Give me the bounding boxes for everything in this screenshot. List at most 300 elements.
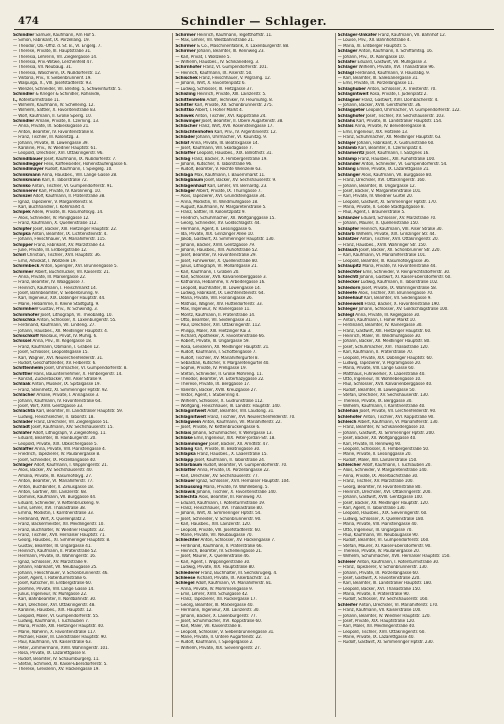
directory-entry: — Wolf, Kaufmann, II. Große Sperlg. 10. [13, 113, 92, 119]
directory-entry: — Emma, Modistin, I. Kärntnerstraße 33. [13, 511, 94, 517]
directory-entry: — Anna, Private, IX. Alserbachstraße 30. [337, 473, 419, 479]
directory-entry: — Leopold, Tischler, XVII. Ottakringerstr. 60. [337, 629, 426, 635]
directory-entry: Schlaf Anna, Private, III. Beatrixgasse 14. [175, 140, 259, 146]
directory-entry: Schirmer & Co., Maschinenfabrik, X. Laxenburgerstr. 88. [175, 43, 290, 49]
directory-entry: — Ludwig, Schlosser, X. Quellenstraße 180. [337, 516, 425, 522]
directory-entry: — Heinrich, Kaufmann, IX. Alserstr. 50. [175, 70, 253, 76]
directory-entry: Schirnhofer Josef, Lithograph, VI. Theobaldg. 10. [13, 312, 113, 318]
directory-entry: — Leopold, Gastwirt, XI. Simmeringer Hptstr. 170. [337, 199, 437, 205]
directory-entry: — Josef, Bäcker, V. Margaretenstraße 101. [337, 188, 422, 194]
directory-entry: — Johann, Fleischhauer, V. Schönbrunnerstr. 46. [13, 570, 109, 576]
directory-entry: — Marie, Näherin, X. Favoritenstraße 117. [13, 629, 97, 635]
directory-entry: Schleese Richard, Private, IX. Alserbachstr. 13. [175, 575, 271, 581]
page-header [18, 14, 490, 28]
directory-entry: Schlager-Unkafer Franz, Kaufmann, VII. Bahnhof 12. [337, 33, 446, 38]
directory-entry: — Johann, Hausbes., XIII. Auhofstraße 52. [175, 248, 259, 253]
directory-entry: — Rudolf, Beamter, IV. Schaumburgerg. 11. [13, 656, 100, 662]
directory-entry: Schlander Anton, Schneider, VI. Gumpendorferstr. 54. [337, 162, 448, 167]
directory-entry: — Johann, Bäcker, XVIII. Gersthoferstr. 36. [337, 102, 422, 108]
directory-entry: — Josef, Private, XIX. Hauptstraße 120. [337, 618, 416, 624]
directory-columns [13, 33, 497, 717]
directory-entry: — Julie, Private, III. Erdbergstraße 12. [13, 248, 88, 253]
directory-entry: — Rudolf, Beamter, VI. Gumpendorferstr. 160. [337, 538, 430, 544]
directory-entry: — Eduard, Beamter, III. Hainburgerstr. 20. [13, 436, 97, 442]
directory-entry: Schlarbaum Rudolf, Beamter, VI. Gumpendorferstr. 70. [175, 463, 288, 468]
directory-entry: — Eduard, Kaufmann, I. Rotenturmstraße 19. [175, 500, 266, 506]
directory-entry: — Heinrich, Kaufmann, I. Fleischmarkt 14. [13, 285, 97, 291]
directory-entry: — Josef, Schuhmacher, XVI. Thaliastraße 120. [337, 344, 429, 350]
page-number: 474 [18, 15, 39, 27]
directory-entry: — Johann, Maurer, X. Quellenstraße 150. [337, 221, 419, 227]
directory-entry: Schledorn Josef, Private, IX. Währingerstraße 58. [337, 285, 437, 291]
directory-entry: — Franz, Bäckermeister, XII. Meidlingerstr. 10. [13, 522, 105, 528]
directory-entry: Schissel Anna, Priv., III. Kegelgasse 18. [13, 339, 92, 345]
directory-entry: Schlagintweit Rosa, Private, I. Judenplatz 2. [337, 92, 428, 98]
directory-entry: Schlapka Franz, Hausbes., X. Laaerstraße 15. [175, 452, 268, 458]
directory-entry: Schlajer Johann, Fabrikant, X. Gudrunstraße 60. [337, 140, 435, 146]
directory-entry: — Josef, Schneider, IX. Porzellangasse 40. [13, 457, 97, 463]
directory-entry: Schlager Wilhelm, Private, XVI. Thaliastraße 96. [337, 65, 435, 71]
directory-entry: — Franz, Beamter, IV. Waaggasse 7. [13, 280, 85, 286]
directory-entry: — Therese, Private, IX. Berggasse 17. [175, 382, 251, 388]
directory-entry: — Wilhelm, Kaufmann, I. Kärntnerstraße 40. [337, 403, 426, 409]
directory-entry: — Leopold, Schlosser, V. Siebenbrunnengasse 31. [175, 629, 275, 635]
directory-entry: — Marie, Private, II. Untere Augartenstr. 22. [175, 635, 262, 640]
directory-entry: — Jakob, Gastwirt, XI. Simmeringer Hauptstr. 130. [175, 237, 275, 243]
directory-entry: Schlagbaum Josef, Bäcker, XV. Sechshauserstr. 9. [175, 178, 277, 184]
directory-entry: — Hermann, Private, IX. Währingerstr. 16. [13, 554, 97, 560]
directory-entry: — Matthäus, Fuhrwerker, X. Laaerstraße 40. [337, 371, 426, 377]
directory-entry: — Hermann, Ingenieur, XIII. Lainzerstr. 30. [175, 608, 260, 614]
directory-entry: — Franz, Tapezierer, XII. Ruckergasse 17. [175, 597, 257, 603]
directory-entry: Schlegel Adolf, Kaufmann, VI. Mariahilferstr. 81. [175, 581, 273, 587]
directory-entry: — Franz, Kaufmann, VII. Kaiserstraße 100. [337, 608, 422, 614]
directory-entry: — Ferdinand, Beamter, IV. Rainergasse 30. [337, 323, 423, 329]
directory-entry: — Maria, Private, VIII. Florianigasse 26. [175, 296, 253, 302]
directory-entry: Schlamp Franz, Hausbes., XIII. Auhofstraße 100. [337, 156, 436, 162]
directory-entry: Schischkoff Nikolaus, Privat, IV. Mühlg. 6. [13, 334, 98, 339]
directory-entry: — Rudolf, Schlosser, XV. Sechshauserstr. 160. [337, 597, 429, 603]
directory-entry: Schlahs Karl, Private, III. Landstraßer Hauptstr. 154. [337, 119, 443, 124]
directory-entry: — Rudolf, Geschäftsleiter, XV. Felberstr. 6. [13, 360, 97, 366]
directory-entry: Schiwek Anton, Tischler, XVI. Koppstraße 24. [175, 113, 267, 119]
directory-entry: — Johann, Gastwirt, XVIII. Gentzgasse 100. [337, 495, 424, 501]
directory-entry: — Hermann, Agent, II. Lessinggasse 6. [175, 226, 253, 232]
directory-entry: — Johann, Bäcker, XII. Meidlinger Hauptstr. 80. [337, 339, 431, 345]
directory-entry: — Josef, Wirt, XVIII. Gentzgasse 33. [13, 403, 84, 409]
directory-entry: Schlagenhauf Karl, Lehrer, VII. Bernardg. 23. [175, 183, 268, 189]
directory-entry: Schlauch Josef, Bäcker, XII. Schönbrunner Str. 220. [337, 248, 441, 253]
directory-entry: Schlais Johann, Schuhmacher, V. Wehrgasse 13. [175, 430, 273, 436]
directory-entry: — Julius, Ingenieur, IV. Mühlgasse 22. [13, 592, 88, 597]
column-1 [13, 33, 172, 717]
directory-entry: Schlaga Max, Kaufmann, I. Bauernmarkt 11. [175, 172, 266, 178]
directory-entry: — Maria, XI. Erdberger Hauptstr. 5. [337, 43, 408, 49]
directory-entry: Schlehofer Anton, Tischler, XVI. Koppstraße 90. [337, 414, 435, 420]
directory-entry: — Franz, Tapezierer, V. Schönbrunnerstr. 130. [337, 565, 428, 571]
directory-entry: Schlager Albert, Private, IX. Thurngasse 7. [175, 188, 262, 194]
directory-entry: — Wilhelm, Schlosser, X. Gudrunstraße 112. [175, 398, 264, 404]
directory-entry: — Theresia, Priv.-Witwe, Lerchenfeld 47. [13, 59, 93, 65]
directory-entry: Schlaggeter Leopold, Uhrmacher, VI. Gumpendorferstr. 122. [337, 108, 461, 114]
directory-entry: — Emil, Private, IX. Porzellangasse 11. [337, 81, 414, 87]
directory-entry: — Ludwig, Private, XIX. Hauptstraße 80. [175, 565, 255, 571]
directory-entry: Schinnerer Karl, Private, IV. Karolineng. 10. [13, 188, 101, 194]
directory-entry: — Karl, Beamter, III. Salesianergasse 31. [337, 76, 419, 81]
directory-entry: — Peter, Zimmermann, XVIII. Währingerstr. 101. [13, 645, 109, 651]
directory-entry: — Franz, Tischler, III. Kolonitzg. 3. [13, 135, 80, 141]
directory-entry: — Josef, Beamter, IV. Favoritenstraße 29. [175, 253, 257, 259]
directory-entry: — Heinrich, Maler, VI. Windmühlgasse 30. [337, 334, 422, 339]
directory-entry: — Therese, Private, IX. Berggasse 30. [337, 398, 413, 404]
directory-entry: Schlang Emilie, Private, IX. Lazarettgasse 21. [337, 167, 430, 173]
directory-entry: — Rudolf, Tischler, XV. Mariahilfergürtel 8. [175, 355, 259, 361]
directory-entry: Schlaghuber Anton, Schlosser, X. Triesterstr. 70. [337, 86, 437, 92]
column-3 [335, 33, 497, 717]
directory-entry: Schindler Amalie, Private, II. Czerning. 13. [13, 119, 100, 124]
directory-entry: — Amalia, Private, III. Rasumofskyg. 27. [13, 473, 93, 479]
directory-entry: — Wilhelm, Hausbes., IV. Schikanederg. 3. [175, 59, 260, 65]
directory-entry: — Emil, Advokat, I. Wollzeile 19. [13, 258, 77, 264]
directory-entry: — Karl, Agent, I. Wipplingerstraße 30. [175, 559, 251, 565]
directory-entry: — Franz, Gastwirt, XIII. Hietzinger Hauptstr. 60. [337, 328, 432, 334]
directory-entry: — Josef, Private, IV. Kettenbrückengasse 6. [175, 425, 261, 431]
directory-entry: — Theresia, Wäscherin, IX. Nußdorferstr. 12. [13, 70, 101, 76]
directory-entry: — Rosa, Private, IX. Lazarettgasse 8. [13, 651, 86, 657]
directory-entry: — Franz, Kaufmann, X. Quellenstraße 112. [13, 221, 98, 227]
directory-entry: Schittenhelm Josef, Uhrmacher, VI. Gumpendorferstr. 8. [13, 366, 128, 372]
directory-entry: — Wolfgang, Fleischhauer, III. Landstr. Hauptstr. 140. [175, 403, 281, 409]
directory-entry: — Valentin, Bäcker, XVIII. Kreuzgasse 27. [175, 387, 258, 393]
directory-entry: — Leopold, Private, XIX. Obkirchergasse 5. [13, 441, 98, 447]
directory-entry: — Wilhelm, Private, XIX. Sieveringerstr. 27. [175, 645, 261, 651]
directory-entry: Schlacher Amalie, Private, I. Annagasse 3. [13, 393, 100, 399]
directory-entry: — Eduard, Schneider, V. Kettenbrückeng. 9. [13, 500, 100, 506]
directory-entry: — Stefan, Maurer, XI. Kaiser-Ebersdorferstr. 90. [337, 543, 432, 549]
directory-entry: — Josef, Schneider, V. Schönbrunnerstr. 90. [175, 516, 262, 522]
directory-entry: Schlais Anna, Private, IV. Belvederegasse 8. [337, 124, 427, 130]
directory-entry: — Anna, Modistin, VI. Windmühlgasse 18. [175, 199, 259, 205]
directory-entry: — Johann, Bäcker, XVIII. Gentzgasse 79. [175, 242, 256, 248]
directory-entry: — Karl, Hausbes., XIII. Lainzerstr. 120. [175, 522, 251, 528]
directory-entry: Schlaffer Anna, Private, VIII. Piaristengasse 4. [13, 446, 106, 452]
directory-entry: Schlauer Ignaz, Schlosser, XVII. Hernalser Hauptstr. 104. [175, 479, 290, 485]
directory-entry: — Simon, Fabrikant, IX. Porzellang. 19. [13, 38, 90, 44]
directory-entry: — Otto, Beamter, VII. Seidengasse 31. [175, 317, 252, 323]
directory-entry: — Georg, Hausbes., XI. Simmeringer Hauptstr. 8. [13, 538, 111, 544]
directory-entry: — Otto, Ingenieur, IV. Wohllebengasse 10. [337, 377, 422, 382]
directory-entry: Schlechter Anton, Schlosser, XV. Hackengasse 7. [175, 538, 276, 544]
directory-entry: — Theodor, Ob.-Offiz. d. St. B., VI. Engelg. 7. [13, 43, 102, 49]
directory-entry: — Anton, Beamter, IV. Favoritenstraße 8. [13, 129, 95, 135]
directory-entry: Schinko Anton, Tischler, VI. Gumpendorferstr. 91. [13, 183, 114, 189]
directory-entry: — Anton, Gärtner, XIII. Lainzerstr. 68. [13, 489, 88, 495]
directory-entry: — Josef, Schuhmacher, XVI. Koppstraße 60. [175, 618, 262, 624]
directory-entry: — Anton, Kaufmann, I. Hoher Markt 10. [337, 317, 416, 323]
directory-entry: Schisling Heinrich, Private, XIII. Lainzerstr. 5. [175, 92, 267, 98]
directory-entry: — Otto, Ingenieur, III. Ungargasse 70. [337, 527, 413, 533]
directory-entry: — Michael, Fiaker, III. Landstraßer Hauptstr. 90. [13, 635, 108, 640]
directory-entry: — Ludwig, Fabrikant, IX. Liechtensteinstr. 64. [175, 291, 265, 296]
directory-entry: Schinkmann Anna, Hausbes., VIII. Lange Gasse 28. [13, 172, 118, 178]
directory-entry: — Leopold, Maler, VI. Gumpendorferstr. 55. [13, 613, 100, 619]
directory-entry: — Josef, Agent, I. Rotenturmstraße 6. [13, 575, 87, 581]
directory-entry: Schlaupitz Maria, Private, IV. Favoritenstraße 44. [337, 264, 437, 270]
directory-entry: — Johann, Wirt, XI. Simmeringer Hptstr. 54. [175, 511, 262, 517]
directory-entry: — Leopold, Schlosser, X. Himbergerstraße 50. [337, 446, 430, 452]
directory-entry: — Anton, Buchbinder, II. Zirkusgasse 18. [13, 484, 94, 490]
directory-entry: — Heinrich, Beamter, IV. Schelleingasse 21. [175, 549, 263, 554]
directory-entry: Schlader Johann, Uhrmacher, VI. Kaunitzg. 9. [175, 135, 268, 141]
directory-entry: Schlägl Ferdinand, Kaufmann, V. Hauslabg. 9. [337, 70, 430, 76]
directory-entry: — Franz, Beamter, IV. Schikanedergasse 10. [337, 425, 426, 431]
directory-entry: — Karl, Kaufmann, I. Graben 20. [175, 269, 240, 275]
directory-entry: Schlachta Karl, Beamter, III. Landstraßer Hauptstr. 59. [13, 409, 123, 415]
directory-entry: — Karl, Schlosser, XVII. Kalvarienberggasse 3. [175, 274, 267, 280]
directory-entry: — Franz, Drechsler, XVI. Ottakringerstr. 160. [337, 178, 426, 184]
directory-entry: Schindlegger Felix, Kaffeesieder, Hohenstaufengasse 6. [13, 162, 128, 167]
directory-entry: — Ignaz, Schlosser, XV. Märzstraße 9. [13, 559, 88, 565]
directory-entry: — Konrad, Zuckerbäcker, VIII. Alser Straße 9. [13, 377, 103, 382]
directory-entry: — Paul, Drechsler, XVI. Ottakringerstr. 112. [175, 323, 261, 329]
directory-entry: — Karl, Agent, II. Taborstraße 130. [337, 506, 406, 511]
directory-entry: — Karl, Drechsler, XVI. Ottakringerstr. 48. [13, 602, 96, 608]
directory-entry: — Franz, Steinmetz, XI. Simmeringer Hptstr. 92. [13, 387, 109, 393]
directory-entry: — Franz, Hausbes., XVIII. Währinger Str. 150. [337, 242, 427, 248]
directory-entry: Schlatter Anna, Private, IX. Porzellangasse 22. [175, 468, 270, 474]
directory-entry: — Maria, Private, II. Große Stadtgutgasse 8. [337, 205, 425, 210]
directory-entry: — Wilhelm, Schuhmacher, XVII. Hernalser Hauptstr. 150. [337, 554, 451, 560]
directory-entry: — Dominik, Kaufmann, VII. Burggasse 44. [13, 495, 97, 501]
directory-entry: — Therese, Greislerin, XV. Hackengasse 19. [13, 667, 100, 673]
directory-entry: Schlecker Ludwig, Kaufmann, II. Taborstraße 102. [337, 280, 439, 286]
directory-entry: Schläger Anton, Kaufmann, II. Schiffamtsg. 16. [337, 49, 433, 55]
directory-entry: — Karl, Privat, I. Wollzeile 5. [175, 54, 231, 60]
directory-entry: — Marie, Hebamme, II. Kleine Stadtgutg. 9. [13, 301, 100, 307]
directory-entry: — Johann, Beamter, IV. Wiedner Hauptstr. 120. [337, 613, 431, 619]
directory-entry: — Johann, Priv., IX. Kolingasse 10. [337, 54, 405, 60]
directory-entry: — Alois, Tapezierer, XVI. Grundsteingasse 34. [175, 194, 266, 200]
directory-entry: — Marie, Private, II. Lessinggasse 20. [337, 452, 412, 458]
directory-entry: — Theresia, Lehrerin, VII. Zieglergasse 14. [13, 54, 98, 60]
directory-entry: — Stefan, Drechsler, XV. Sechshauserstr. 130. [337, 393, 429, 399]
directory-entry: — Karl, Private, IV. Wiedner Gürtel 20. [337, 194, 413, 200]
directory-entry: Schleefe Alois, Tischler, XVI. Brunnengasse 70. [337, 291, 434, 296]
directory-entry: — Friedrich, Tapezierer, IV. Paulanergasse 8. [13, 452, 101, 458]
directory-entry: Schlechta Alois, Beamter, III. Rennweg 70. [175, 495, 263, 501]
directory-entry: — Karl, Maler, XII. Meidlingerstraße 40. [337, 624, 416, 630]
directory-entry: — Josef, Maurer, X. Quellenstraße 46. [175, 554, 250, 560]
directory-entry: — Philipp, Maler, XIII. Hietzinger Kai 3. [175, 328, 252, 334]
directory-entry: — Rosa, Greislerin, XII. Meidlinger Hauptstr. 21. [175, 344, 270, 350]
directory-entry: — Wilhelm, Sattler, X. Favoritenstraße 83. [13, 108, 97, 114]
directory-entry: Schindlbauer Josef, Kaufmann, IX. Nußdorferstr. 7. [13, 156, 117, 162]
directory-entry: Schirnhofer Franz, VI. Gumpendorferstr. 101. [175, 65, 268, 71]
directory-entry: — Anna, Private, III. Marxergasse 22. [13, 274, 87, 280]
directory-entry: — Johann, Fleischhauer, VI. Mariahilferstr. 115. [13, 237, 106, 243]
directory-entry: — Leopold, Private, VIII. Josefstädterstr. 60. [175, 527, 261, 533]
directory-entry: — Josef, Bäcker, XII. Meidlinger Hauptstr. 120. [337, 500, 429, 506]
directory-entry: Schirmer Heinrich, Kaufmann, Tegetthoffstr. 11. [175, 33, 273, 38]
directory-entry: — Josef, Fuhrwerker, X. Quellenstraße 80. [175, 258, 259, 264]
directory-entry: — Karl, Maler, VII. Kaiserstraße 8. [175, 624, 242, 630]
directory-entry: Schleier Anton, Kaufmann, I. Rotenturmstraße 30. [337, 559, 440, 565]
directory-entry: — Ludwig, Tapezierer, V. Pilgramgasse 20. [337, 360, 422, 366]
directory-entry: Schleicher Adolf, Kaufmann, I. Tuchlauben 20. [337, 463, 432, 468]
directory-entry: — Franz, Tischler, XV. Märzstraße 100. [337, 479, 414, 485]
directory-entry: — Robert, Private, III. Ungargasse 59. [175, 339, 250, 345]
directory-entry: — Wilhelm, Kaufmann, IV. Schelleing. 12. [13, 102, 95, 108]
directory-entry: — Emil, Lehrer, XVIII. Schulgasse 42. [175, 592, 249, 597]
directory-entry: — Marie, Private, IX. Lazarettgasse 40. [337, 635, 415, 640]
directory-entry: — Karl, Beamter, III. Landstraßer Hauptstr. 180. [337, 581, 433, 587]
directory-entry: Schleeweiß Franz, Bäcker, X. Favoritenstraße 190. [337, 301, 441, 307]
directory-entry: — Karl, Buchhändler, I. Kohlmarkt 4. [13, 205, 86, 210]
directory-entry: — Rudolf, Beamter, V. Rechte Wienzeile 63. [175, 167, 262, 173]
directory-entry: Schlader Franz, Drechsler, VII. Zieglergasse 51. [13, 420, 110, 425]
directory-entry: Schladt Josef, Kaufmann, XIV. Sechshauserstr. 15. [13, 425, 114, 431]
directory-entry: Schitter Karl, Private, XII. Schönbrunnerstr. 275. [175, 102, 273, 108]
directory-entry: Schittenhelm Adolf, Techniker, IV. Heumühlg. 8. [175, 97, 273, 103]
directory-entry: — Wenzel, Schneider, VII. Breiteg. 5, Schweinfurtstr. 5. [13, 86, 122, 92]
directory-entry: Schlagnitweit Franz, Tischler, XVI. Neulerchenfelderstr. 70. [175, 414, 296, 420]
directory-entry: Schittko Albert, I. Hoher Markt 4. [175, 108, 243, 114]
directory-entry: — Paul, Schlosser, XVII. Kalvarienberggasse 40. [337, 382, 433, 388]
directory-entry: — Ferdinand, Wirt, X. Quellenplatz 2. [13, 516, 87, 522]
directory-entry: Schinkmann Karl, II. Taborstraße 72. [13, 178, 88, 184]
directory-entry: — Sophie, Private, IV. Preßgasse 19. [175, 366, 247, 372]
directory-entry: — Friedrich, Schuhmacher, XII. Wolfganggasse 15. [175, 215, 276, 221]
directory-entry: — Anton, Beamter, VI. Mariahilferstr. 77. [13, 479, 94, 485]
directory-entry: Schlaussnig Maria, Private, IV. Wohllebeng. 5. [175, 484, 269, 490]
directory-entry: — Karl, Kaufmann, II. Praterstraße 70. [337, 350, 413, 356]
directory-entry: — Ida, Private, XIX. Grinzinger Allee 10. [175, 231, 254, 237]
directory-entry: — Gustav, Beamter, III. Ungargasse 41. [13, 543, 92, 549]
directory-entry: — Franz, Schuhmacher, XII. Meidlinger Hauptstr. 63. [337, 135, 442, 141]
directory-entry: Schlanzer Eduard, Schlosser, XV. Märzstraße 70. [337, 215, 437, 221]
running-head: Schindler — Schlager. [181, 14, 327, 28]
directory-entry: — Karl, Ingenieur, XIX. Döblinger Hauptstr. 44. [13, 296, 106, 302]
directory-entry: — Karoline, Priv., IV. Wiedner Hauptstr. 61. [13, 145, 97, 151]
directory-entry: — Leopold, Hausbes., XIX. Sieveringerstr. 60. [337, 511, 428, 517]
directory-entry: — Stefan, Schneider, II. Große Mohreng. 11. [175, 371, 263, 377]
directory-entry: — Karl, Bahnbeamter, II. Nordbahnstr. 30. [13, 597, 97, 603]
directory-entry: — Leopold, Beamter, III. Rasumofskygasse 36. [337, 258, 430, 264]
directory-entry: — Johann, Hausbes., XII. Meidlinger Hauptstr. 4. [13, 328, 109, 334]
directory-entry: Schlehan Josef, Private, VII. Lerchenfelderstr. 90. [337, 409, 437, 415]
directory-entry: — Walpurga, X., VIII. Josefstädterstr. 93. [13, 81, 93, 87]
directory-entry: Schlagner Franz, Gastwirt, XVII. Dornbacherstr. 4. [337, 97, 439, 103]
directory-entry: Schirmherr Gustav, Priv., IV. Schwindg. 3. [13, 307, 98, 313]
directory-entry: — August, Kaufmann, IV. Margaretenstraße 5. [175, 205, 267, 210]
directory-entry: Schleger Johann, Schlosser, XV. Goldschlagstraße 100. [337, 307, 449, 313]
directory-entry: — Ludwig, Fleischselcher, II. Taborstr. 18. [13, 414, 95, 420]
directory-entry: Schlag Franz, Bäcker, X. Himbergerstraße 19. [175, 156, 268, 162]
directory-entry: Schirmer Albert, Buchdrucker, VII. Kaiserstr. 21. [13, 269, 110, 275]
directory-entry: — Ferdinand, Kaufmann, VII. Lindeng. 27. [13, 323, 96, 329]
directory-entry: — Johann, Private, III. Löwengasse 39. [13, 140, 89, 146]
directory-entry: — Johann, Kutscher, II. Taborstraße 96. [175, 162, 253, 167]
directory-entry: — Rudolf, Maler, XIII. Lainzerstraße 150. [337, 457, 418, 463]
directory-entry: — Viktor, Agent, I. Stubenring 4. [175, 393, 240, 399]
directory-entry: — Maria, Private, VIII. Lange Gasse 60. [337, 366, 415, 372]
directory-entry: Schischka Anton, Schlosser, X. Laxenburgerstr. 55. [13, 317, 117, 323]
directory-entry: Schlang Karl, Private, III. Beatrixgasse 30. [175, 446, 261, 452]
directory-entry: — Ludwig, Kaufmann, I. Tuchlauben 7. [13, 618, 89, 624]
directory-entry: — Paul, Kaufmann, VII. Kaiserstraße 63. [13, 640, 92, 646]
directory-entry: — Georg, Schneider, XV. Goldschlagstr. 44. [175, 221, 261, 227]
directory-entry: — Josef, Kutscher, III. Erdbergstraße 60. [13, 581, 92, 587]
directory-entry: Schleifer Anton, Drechsler, VI. Mariahilferstr. 170. [337, 602, 439, 608]
directory-entry: Schirmbeck Anton, Spengler, XVI. Brunnengasse 5. [13, 264, 118, 270]
directory-entry: Schirmer Johann, Beamter, III. Rennweg 23. [175, 49, 265, 55]
directory-entry: — Rudolf, Gastwirt, XI. Simmeringer Hptstr. 230. [337, 640, 434, 646]
directory-entry: Schlameritz Josef, Kaufmann, I. Salzgries 16. [337, 151, 430, 157]
directory-entry: Schlake Emil, Ingenieur, XIX. Peter-Jordan-Str. 18. [175, 436, 276, 442]
directory-entry: Schleich Albert, Kaufmann, VI. Mariahilferstr. 130. [337, 420, 439, 425]
directory-entry: — Sebastian, Kutscher, V. Margaretengürtel 40. [175, 360, 270, 366]
directory-entry: — Stefan, Schmied, XI. Kaiser-Ebersdorferstr. 5. [13, 661, 108, 667]
directory-entry: — Josef, Schlosser, Leopoldsgasse 15. [13, 350, 89, 356]
directory-entry: — Max, Ingenieur, IV. Rainergasse 11. [175, 307, 251, 313]
directory-entry: — Leopold, Bäcker, XVI. Thaliastraße 150. [337, 586, 422, 592]
directory-entry: Schirl Christian, Tischler, XVII. Hauptstr. 36. [13, 253, 101, 259]
directory-entry: — Maria, Private, XIII. Hietzinger Hauptstr. 40. [13, 624, 105, 630]
directory-entry: Schlatzer Anton, Tischler, XVII. Ottakringerstr. 20. [337, 237, 439, 243]
directory-entry: — Georg, Beamter, III. Marxergasse 40. [175, 602, 254, 608]
directory-entry: — Johann, Fabrikant, VII. Neubaugasse 25. [13, 565, 98, 571]
directory-entry: Schipka Anton, Beamter, IX. Lichtensteinstr. 4. [13, 231, 108, 237]
directory-entry: — Emil, Lehrer, XVI. Thaliastraße 38. [13, 506, 86, 511]
directory-entry: — Rudolf, Beamter, III. Löwengasse 50. [337, 387, 416, 393]
directory-entry: — Josef, Gastwirt, X. Favoritenstraße 220. [337, 575, 421, 581]
directory-entry: Schlapp Josef, Kaufmann, II. Taborstraße 24. [175, 457, 266, 463]
directory-entry: — Franz, Tischler, XVII. Hernalser Hauptstr. 71. [13, 532, 106, 538]
directory-entry: — Karl, Drechsler, XV. Sechshauserstr. 77. [175, 473, 259, 479]
directory-entry: — Therese, Private, IV. Paulanergasse 20. [337, 549, 420, 554]
directory-entry: Schittler Hans, Bauunternehmer, X. Himbergerstr. 14. [13, 371, 123, 377]
directory-entry: — Johann, Kaufmann, IV. Favoritenstraße 64. [13, 398, 102, 404]
directory-entry: — Franz, Sattler, III. Kolonitzplatz 9. [175, 210, 246, 216]
directory-entry: Schipper Franz, Fabrikant, XV. Märzstraße 43. [13, 242, 106, 248]
directory-entry: — Moritz, Kaufmann, II. Praterstraße 14. [175, 312, 256, 318]
directory-entry: Schleehauf Karl, Beamter, VII. Seidengasse 9. [337, 296, 432, 302]
directory-entry: — Alois, Schneider, V. Margaretenstraße 140. [337, 468, 428, 474]
directory-entry: Schlawik Johann, Tischler, X. Favoritenstraße 140. [175, 489, 277, 495]
directory-entry: — Anna, Private, IV. Mommsengasse 9. [175, 586, 253, 592]
directory-entry: — Mathias, Wagner, XIV. Hütteldorferstr. 33. [175, 301, 263, 307]
directory-entry: Schlederer Franz, Buchhalter, III. Sechskrügelg. 4. [175, 570, 278, 576]
directory-entry: — Karoline, Hausbes., XIX. Hauptstr. 12. [13, 608, 93, 614]
directory-entry: Schlanger Alois, Kaufmann, VII. Burggasse 80. [337, 172, 433, 178]
directory-entry: — Theresia, VII. Neubaug. 31. [13, 65, 73, 71]
directory-entry: — Johann, Gastwirt, XI. Simmeringer Hptstr. 200. [337, 430, 435, 436]
directory-entry: — Anna, Private, IX. Sobieskigasse 21. [13, 124, 90, 130]
directory-entry: — Maria, Private, II. Praterstraße 90. [337, 592, 410, 597]
directory-entry: Schlagintweit Adolf, Beamter, VIII. Laudong. 31. [175, 409, 275, 415]
directory-entry: — Johann, Bäcker, X. Laxenburgerstr. 77. [175, 613, 257, 619]
directory-entry: — Franz, Buchhalter, IV. Wiedner Hauptstr. 32. [13, 527, 105, 533]
directory-entry: I., Rotenturmstraße 11. [13, 97, 61, 103]
directory-entry: — Ludwig, Schlosser, III. Hetzgasse 37. [175, 86, 253, 92]
directory-entry: — Alois, Schneider, IV. Paniglgasse 12. [13, 215, 90, 221]
directory-entry: — Ferdinand, Kaufmann, II. Praterstraße 66. [175, 543, 263, 549]
directory-entry: Schlapfer Heinrich, Kaufmann, VIII. Alser Straße 30. [337, 226, 443, 232]
directory-entry: — Georg, Beamter, IV. Favoritenstraße 80. [337, 484, 422, 490]
directory-entry: — Johann, Beamter, III. Ungargasse 12. [337, 183, 416, 189]
directory-entry: — Johann, Wirt, X. Favoritenplatz 6. [175, 81, 246, 87]
directory-entry: — Josefine, Private, VIII. Lange Gasse 14. [13, 586, 95, 592]
